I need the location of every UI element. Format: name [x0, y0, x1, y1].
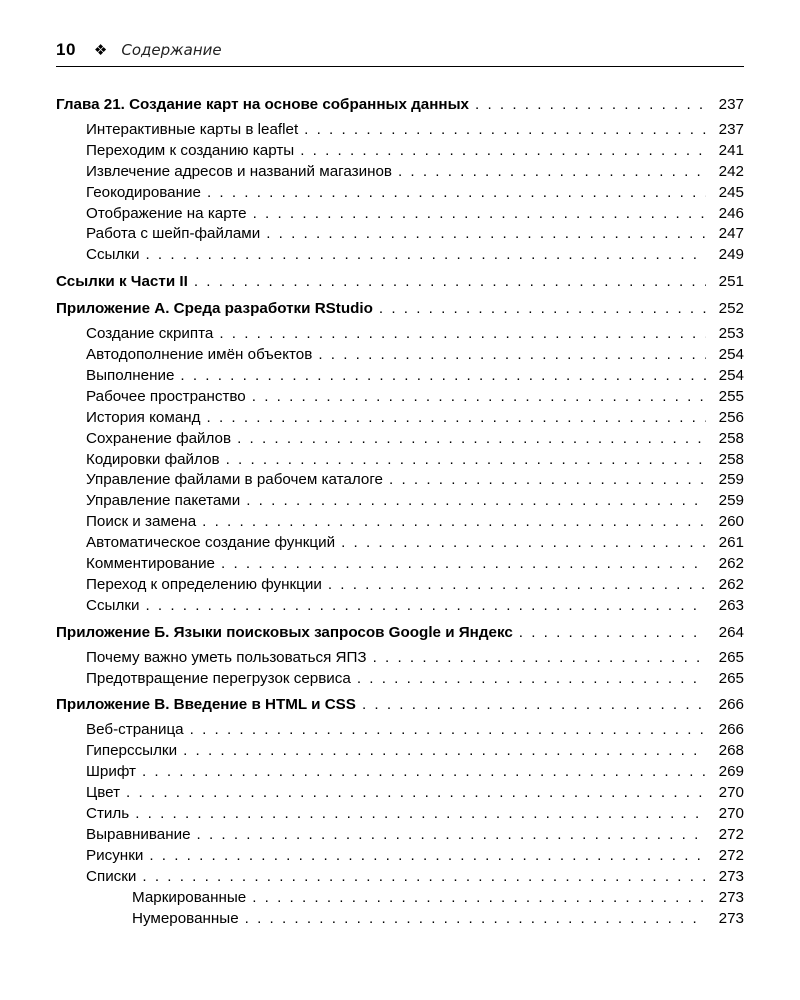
toc-entry-page: 249 [718, 246, 744, 264]
toc-entry-page: 253 [718, 325, 744, 343]
toc-entry-title: Предотвращение перегрузок сервиса [86, 669, 351, 687]
toc-section-entry[interactable] [56, 575, 744, 596]
toc-section-entry[interactable] [56, 512, 744, 533]
toc-dot-leader [389, 470, 706, 491]
toc-entry-title: Шрифт [86, 763, 136, 781]
toc-dot-leader [180, 366, 706, 387]
running-header-title: Содержание [121, 41, 222, 59]
toc-dot-leader [207, 408, 706, 429]
toc-entry-title: Автоматическое создание функций [86, 534, 336, 552]
toc-dot-leader [252, 888, 706, 909]
toc-entry-page: 254 [718, 366, 744, 384]
toc-entry-page: 241 [718, 141, 744, 159]
toc-section-entry[interactable] [56, 450, 744, 471]
diamond-separator-icon: ❖ [93, 42, 108, 59]
toc-dot-leader [197, 825, 706, 846]
toc-dot-leader [202, 512, 706, 533]
toc-dot-leader [318, 345, 706, 366]
toc-dot-leader [190, 720, 706, 741]
toc-entry-page: 273 [718, 909, 744, 927]
toc-entry-page: 252 [718, 300, 744, 318]
toc-entry-page: 272 [718, 825, 744, 843]
toc-entry-page: 258 [718, 429, 744, 447]
toc-entry-title: Приложение А. Среда разработки RStudio [56, 300, 373, 318]
toc-entry-page: 251 [718, 273, 744, 291]
toc-entry-title: Приложение Б. Языки поисковых запросов Google и Яндекс [56, 623, 513, 641]
toc-section-entry[interactable] [56, 720, 744, 741]
toc-dot-leader [145, 245, 706, 266]
toc-chapter-entry[interactable] [56, 695, 744, 716]
toc-entry-page: 254 [718, 345, 744, 363]
toc-subsection-entry[interactable] [56, 909, 744, 930]
toc-section-entry[interactable] [56, 204, 744, 225]
toc-section-entry[interactable] [56, 183, 744, 204]
toc-entry-title: История команд [86, 408, 201, 426]
toc-chapter-entry[interactable] [56, 299, 744, 320]
table-of-contents [56, 95, 744, 929]
toc-entry-title: Управление файлами в рабочем каталоге [86, 471, 383, 489]
toc-entry-page: 266 [718, 696, 744, 714]
toc-dot-leader [357, 669, 706, 690]
toc-section-entry[interactable] [56, 470, 744, 491]
toc-section-entry[interactable] [56, 783, 744, 804]
toc-section-entry[interactable] [56, 387, 744, 408]
toc-entry-page: 273 [718, 888, 744, 906]
toc-section-entry[interactable] [56, 366, 744, 387]
toc-chapter-entry[interactable] [56, 623, 744, 644]
toc-section-entry[interactable] [56, 245, 744, 266]
toc-section-entry[interactable] [56, 533, 744, 554]
toc-section-entry[interactable] [56, 596, 744, 617]
toc-entry-page: 255 [718, 387, 744, 405]
toc-entry-title: Геокодирование [86, 183, 201, 201]
toc-entry-page: 237 [718, 96, 744, 113]
toc-dot-leader [194, 272, 706, 293]
toc-section-entry[interactable] [56, 408, 744, 429]
toc-dot-leader [328, 575, 706, 596]
toc-dot-leader [149, 846, 706, 867]
toc-entry-page: 261 [718, 534, 744, 552]
toc-entry-title: Ссылки к Части II [56, 273, 188, 291]
toc-entry-title: Нумерованные [132, 909, 239, 927]
toc-page [56, 40, 744, 929]
toc-section-entry[interactable] [56, 846, 744, 867]
toc-entry-title: Сохранение файлов [86, 429, 232, 447]
toc-dot-leader [142, 762, 706, 783]
toc-entry-page: 270 [718, 784, 744, 802]
toc-dot-leader [135, 804, 706, 825]
toc-dot-leader [253, 204, 706, 225]
toc-dot-leader [362, 695, 706, 716]
toc-entry-page: 265 [718, 669, 744, 687]
toc-entry-page: 258 [718, 450, 744, 468]
page-number: 10 [56, 40, 76, 59]
toc-section-entry[interactable] [56, 429, 744, 450]
toc-section-entry[interactable] [56, 141, 744, 162]
toc-dot-leader [373, 648, 706, 669]
toc-entry-page: 242 [718, 162, 744, 180]
toc-section-entry[interactable] [56, 669, 744, 690]
toc-entry-page: 270 [718, 805, 744, 822]
toc-dot-leader [379, 299, 706, 320]
toc-dot-leader [246, 491, 706, 512]
toc-dot-leader [398, 162, 706, 183]
toc-section-entry[interactable] [56, 741, 744, 762]
toc-entry-page: 262 [718, 555, 744, 573]
toc-entry-page: 246 [718, 204, 744, 222]
toc-entry-title: Рисунки [86, 846, 144, 864]
toc-dot-leader [300, 141, 706, 162]
toc-entry-title: Выполнение [86, 366, 175, 384]
toc-entry-title: Комментирование [86, 555, 216, 573]
toc-entry-page: 259 [718, 471, 744, 489]
toc-dot-leader [126, 783, 706, 804]
toc-entry-page: 273 [718, 867, 744, 885]
toc-section-entry[interactable] [56, 648, 744, 669]
toc-dot-leader [266, 224, 706, 245]
toc-section-entry[interactable] [56, 120, 744, 141]
toc-section-entry[interactable] [56, 825, 744, 846]
toc-section-entry[interactable] [56, 804, 744, 825]
toc-entry-title: Веб-страница [86, 721, 184, 739]
toc-dot-leader [341, 533, 706, 554]
toc-entry-page: 272 [718, 846, 744, 864]
toc-entry-title: Создание скрипта [86, 325, 214, 343]
toc-section-entry[interactable] [56, 554, 744, 575]
toc-dot-leader [252, 387, 706, 408]
toc-entry-title: Переход к определению функции [86, 575, 322, 593]
toc-entry-page: 247 [718, 225, 744, 243]
toc-entry-title: Управление пакетами [86, 492, 241, 510]
toc-entry-page: 265 [718, 648, 744, 666]
toc-entry-title: Почему важно уметь пользоваться ЯПЗ [86, 648, 367, 666]
toc-chapter-entry[interactable] [56, 95, 744, 116]
toc-entry-title: Интерактивные карты в leaflet [86, 120, 299, 138]
toc-entry-page: 260 [718, 513, 744, 531]
toc-entry-title: Приложение В. Введение в HTML и CSS [56, 696, 356, 714]
toc-entry-title: Отображение на карте [86, 204, 247, 222]
running-header [56, 40, 744, 67]
toc-entry-page: 237 [718, 120, 744, 138]
toc-entry-page: 263 [718, 596, 744, 614]
toc-entry-title: Извлечение адресов и названий магазинов [86, 162, 392, 180]
toc-entry-page: 266 [718, 721, 744, 739]
toc-dot-leader [145, 596, 706, 617]
toc-entry-page: 264 [718, 623, 744, 641]
toc-entry-title: Переходим к созданию карты [86, 141, 295, 159]
toc-entry-title: Ссылки [86, 246, 140, 264]
toc-section-entry[interactable] [56, 162, 744, 183]
toc-entry-title: Глава 21. Создание карт на основе собранных данных [56, 96, 469, 113]
toc-entry-page: 268 [718, 742, 744, 760]
toc-entry-title: Ссылки [86, 596, 140, 614]
toc-entry-title: Стиль [86, 805, 130, 822]
toc-entry-title: Маркированные [132, 888, 247, 906]
toc-entry-title: Рабочее пространство [86, 387, 246, 405]
toc-dot-leader [237, 429, 706, 450]
toc-entry-page: 262 [718, 575, 744, 593]
toc-entry-title: Автодополнение имён объектов [86, 345, 313, 363]
toc-entry-page: 259 [718, 492, 744, 510]
toc-section-entry[interactable] [56, 224, 744, 245]
toc-dot-leader [207, 183, 706, 204]
toc-dot-leader [219, 324, 706, 345]
toc-dot-leader [475, 95, 706, 116]
toc-chapter-entry[interactable] [56, 272, 744, 293]
toc-entry-title: Поиск и замена [86, 513, 197, 531]
toc-dot-leader [183, 741, 706, 762]
toc-entry-title: Гиперссылки [86, 742, 178, 760]
toc-entry-title: Кодировки файлов [86, 450, 220, 468]
toc-entry-title: Выравнивание [86, 825, 191, 843]
toc-dot-leader [245, 909, 706, 930]
toc-dot-leader [226, 450, 706, 471]
toc-section-entry[interactable] [56, 762, 744, 783]
toc-entry-page: 245 [718, 183, 744, 201]
toc-dot-leader [142, 867, 706, 888]
toc-section-entry[interactable] [56, 324, 744, 345]
toc-section-entry[interactable] [56, 867, 744, 888]
toc-section-entry[interactable] [56, 345, 744, 366]
toc-entry-title: Списки [86, 867, 137, 885]
toc-dot-leader [519, 623, 706, 644]
toc-entry-title: Цвет [86, 784, 121, 802]
toc-entry-page: 269 [718, 763, 744, 781]
toc-dot-leader [304, 120, 706, 141]
toc-section-entry[interactable] [56, 491, 744, 512]
toc-entry-page: 256 [718, 408, 744, 426]
toc-dot-leader [221, 554, 706, 575]
toc-subsection-entry[interactable] [56, 888, 744, 909]
toc-entry-title: Работа с шейп-файлами [86, 225, 261, 243]
